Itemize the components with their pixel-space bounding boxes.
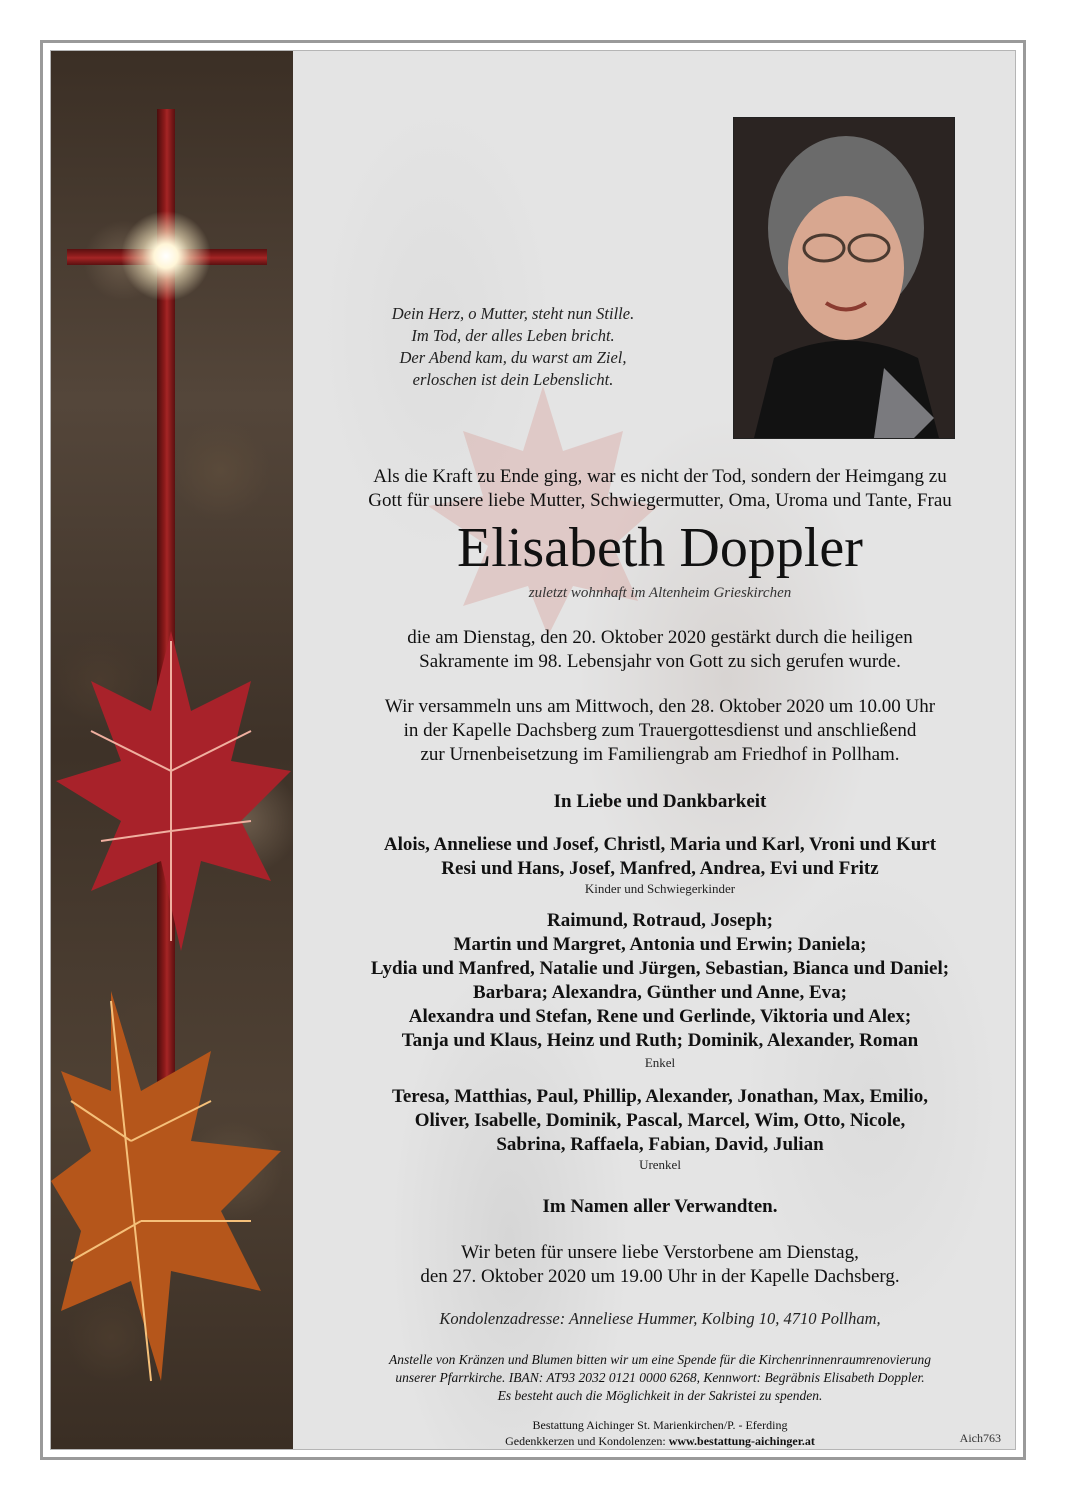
condolence-website-line (313, 1433, 1007, 1449)
funeral-home-footer (313, 1417, 1007, 1449)
condolence-address: Kondolenzadresse: Anneliese Hummer, Kolbing 10, 4710 Pollham, (439, 1309, 881, 1328)
donation-line: unserer Pfarrkirche. IBAN: AT93 2032 0121 0000 6268, Kennwort: Begräbnis Elisabeth Doppler. (395, 1370, 925, 1385)
great-grandchildren-line: Teresa, Matthias, Paul, Phillip, Alexander, Jonathan, Max, Emilio, (391, 1086, 929, 1107)
children-caption: Kinder und Schwiegerkinder (584, 881, 736, 896)
soil-panel (51, 51, 293, 1449)
residence-note: zuletzt wohnhaft im Altenheim Grieskirchen (528, 585, 792, 601)
children-line: Alois, Anneliese und Josef, Christl, Maria und Karl, Vroni und Kurt (383, 834, 937, 855)
great-grandchildren-line: Oliver, Isabelle, Dominik, Pascal, Marcel, Wim, Otto, Nicole, (414, 1110, 906, 1131)
poem-line: Im Tod, der alles Leben bricht. (411, 326, 615, 345)
light-glow (121, 211, 211, 301)
funeral-line: zur Urnenbeisetzung im Familiengrab am Friedhof in Pollham. (420, 744, 900, 765)
grandchildren-caption: Enkel (644, 1055, 676, 1070)
children-line: Resi und Hans, Josef, Manfred, Andrea, Evi und Fritz (441, 858, 879, 879)
poem-line: Der Abend kam, du warst am Ziel, (399, 348, 627, 367)
funeral-line: in der Kapelle Dachsberg zum Trauergottesdienst und anschließend (403, 720, 917, 741)
grandchildren-line: Raimund, Rotraud, Joseph; (547, 910, 773, 931)
intro-line: Als die Kraft zu Ende ging, war es nicht der Tod, sondern der Heimgang zu (373, 466, 947, 487)
death-announcement (313, 626, 1007, 674)
grandchildren-line: Alexandra und Stefan, Rene und Gerlinde, Viktoria und Alex; (408, 1006, 912, 1027)
death-line: Sakramente im 98. Lebensjahr von Gott zu sich gerufen wurde. (419, 651, 901, 672)
funeral-line: Wir versammeln uns am Mittwoch, den 28. Oktober 2020 um 10.00 Uhr (384, 696, 936, 717)
poem (313, 303, 713, 391)
website-label: Gedenkkerzen und Kondolenzen: (505, 1434, 669, 1448)
red-maple-leaf-icon (51, 621, 293, 971)
orange-maple-leaf-icon (51, 981, 293, 1401)
prayer-line: den 27. Oktober 2020 um 19.00 Uhr in der Kapelle Dachsberg. (420, 1266, 900, 1287)
grandchildren-line: Lydia und Manfred, Natalie und Jürgen, Sebastian, Bianca und Daniel; (370, 958, 950, 979)
donation-line: Es besteht auch die Möglichkeit in der Sakristei zu spenden. (497, 1388, 823, 1403)
website-link[interactable]: www.bestattung-aichinger.at (668, 1434, 815, 1448)
donation-line: Anstelle von Kränzen und Blumen bitten wir um eine Spende für die Kirchenrinnenraumrenovierung (389, 1352, 931, 1367)
great-grandchildren-list (313, 1085, 1007, 1157)
closing-line: Im Namen aller Verwandten. (542, 1196, 778, 1217)
prayer-line: Wir beten für unsere liebe Verstorbene am Dienstag, (461, 1242, 859, 1263)
grandchildren-line: Martin und Margret, Antonia und Erwin; Daniela; (453, 934, 867, 955)
donation-note (313, 1351, 1007, 1405)
grandchildren-line: Barbara; Alexandra, Günther und Anne, Eva; (473, 982, 847, 1003)
poem-line: erloschen ist dein Lebenslicht. (412, 370, 614, 389)
grandchildren-list (313, 909, 1007, 1053)
grandchildren-line: Tanja und Klaus, Heinz und Ruth; Dominik, Alexander, Roman (401, 1030, 919, 1051)
thanks-heading: In Liebe und Dankbarkeit (553, 791, 767, 812)
funeral-home-name: Bestattung Aichinger St. Marienkirchen/P. - Eferding (532, 1418, 788, 1432)
poem-line: Dein Herz, o Mutter, steht nun Stille. (391, 304, 635, 323)
portrait-photo (733, 117, 955, 439)
great-grandchildren-caption: Urenkel (639, 1157, 681, 1172)
great-grandchildren-line: Sabrina, Raffaela, Fabian, David, Julian (496, 1134, 824, 1155)
intro-text (313, 465, 1007, 513)
children-list (313, 833, 1007, 881)
reference-code: Aich763 (959, 1431, 1001, 1445)
death-line: die am Dienstag, den 20. Oktober 2020 gestärkt durch die heiligen (407, 627, 913, 648)
intro-line: Gott für unsere liebe Mutter, Schwiegermutter, Oma, Uroma und Tante, Frau (368, 490, 952, 511)
obituary-card (50, 50, 1016, 1450)
prayer-announcement (313, 1241, 1007, 1289)
funeral-details (313, 695, 1007, 767)
deceased-name: Elisabeth Doppler (457, 517, 863, 579)
